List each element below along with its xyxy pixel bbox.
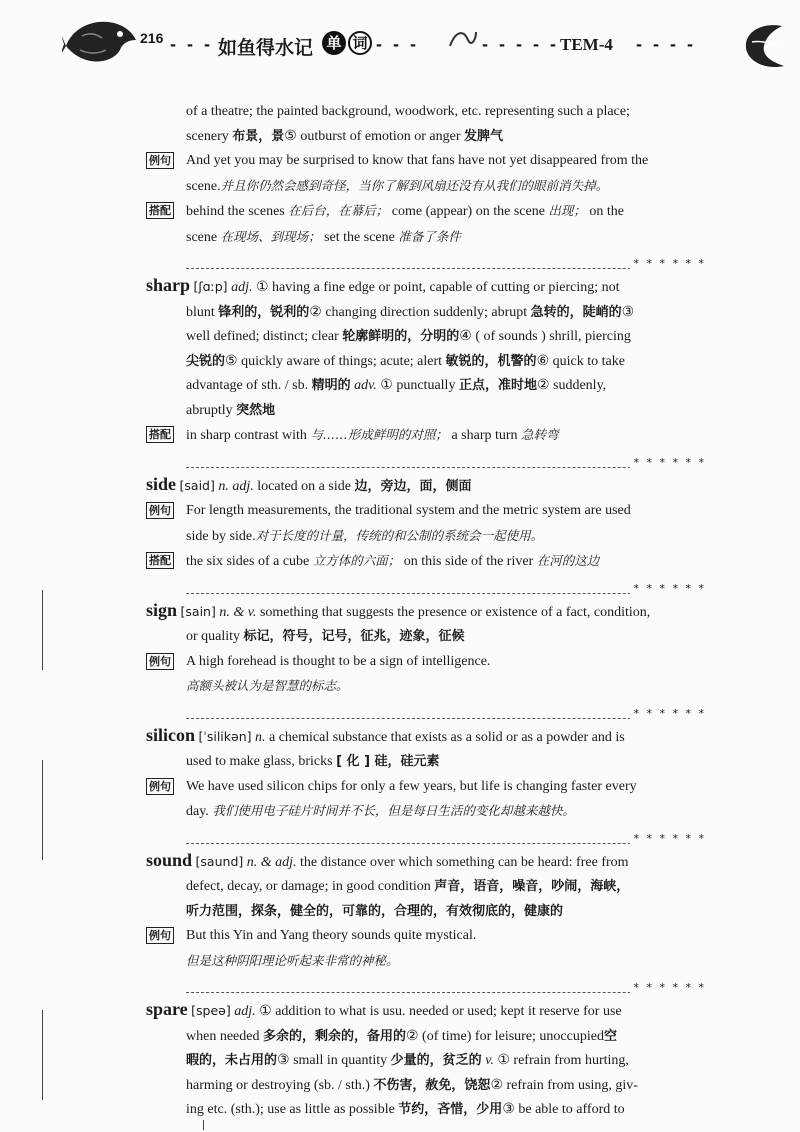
definition-line xyxy=(146,1025,706,1050)
definition-text: ④ ( of sounds ) shrill, piercing xyxy=(459,329,631,344)
definition-text: ing etc. (sth.); use as little as possible xyxy=(186,1102,395,1117)
chinese-meaning: 不伤害，赦免，饶恕 xyxy=(373,1077,491,1093)
definition-text: well defined; distinct; clear xyxy=(186,329,339,344)
definition-line xyxy=(146,325,706,350)
phonetic: [ˈsilikən] xyxy=(198,728,252,744)
example-cn: 并且你仍然会感到奇怪，当你了解到风扇还没有从我们的眼前消失掉。 xyxy=(220,177,609,193)
collocation-cn: 在后台，在幕后； xyxy=(288,203,389,218)
example-en: And yet you may be surprised to know that fans have not yet disappeared from the xyxy=(186,153,649,168)
title-circle-char-1: 单 xyxy=(322,31,346,55)
part-of-speech: n. & v. xyxy=(219,604,257,620)
part-of-speech: n. xyxy=(255,729,266,745)
chinese-meaning: 敏锐的，机警的 xyxy=(445,353,537,369)
chinese-meaning: 声音，语音，噪音，吵闹，海峡， xyxy=(434,879,630,894)
example-en: day. xyxy=(186,804,209,819)
collocation-block xyxy=(146,423,706,449)
example-tag: 例句 xyxy=(146,502,174,519)
series-title: 如鱼得水记 xyxy=(218,37,314,59)
definition-line xyxy=(146,100,706,125)
chinese-meaning: 少量的，贫乏的 xyxy=(390,1053,482,1068)
definition-text: when needed xyxy=(186,1028,260,1044)
definition-text: the distance over which something can be heard: free from xyxy=(300,854,629,870)
definition-text: ② (of time) for leisure; unoccupied xyxy=(405,1028,604,1044)
header-dashes-right: - - - - - xyxy=(482,34,559,54)
definition-text: used to make glass, bricks xyxy=(186,754,333,769)
collocation-en: in sharp contrast with xyxy=(186,428,307,443)
collocation-en: come (appear) on the scene xyxy=(391,204,545,219)
part-of-speech: adj. xyxy=(234,1004,256,1019)
chinese-meaning: 精明的 xyxy=(311,378,351,393)
headword: sharp xyxy=(146,275,191,295)
entry-separator xyxy=(186,250,706,269)
phonetic: [ʃɑːp] xyxy=(193,279,228,294)
dictionary-content xyxy=(146,100,706,1123)
chinese-meaning: 轮廓鲜明的，分明的 xyxy=(342,329,460,344)
entry-sound xyxy=(146,848,706,975)
collocation-cn: 在现场、到现场； xyxy=(220,228,321,244)
part-of-speech: adj. xyxy=(231,280,253,295)
entry-sharp xyxy=(146,273,706,449)
example-en: For length measurements, the traditional system and the metric system are used xyxy=(186,503,631,518)
chinese-meaning: 尖锐的 xyxy=(186,353,226,369)
collocation-tag: 搭配 xyxy=(146,426,174,443)
entry-spare xyxy=(146,997,706,1123)
example-block xyxy=(146,499,706,549)
separator-stars: * * * * * * xyxy=(630,827,706,852)
margin-line xyxy=(42,760,43,860)
header-dashes-left: - - - xyxy=(170,34,213,54)
definition-text: ② refrain from using, giv- xyxy=(490,1077,638,1093)
entry-separator xyxy=(186,825,706,844)
definition-text: defect, decay, or damage; in good condition xyxy=(186,879,431,894)
collocation-cn: 在河的这边 xyxy=(536,553,600,568)
definition-line xyxy=(146,625,706,650)
fish-right-icon xyxy=(722,18,792,78)
collocation-cn: 立方体的六面； xyxy=(312,553,401,568)
phonetic: [sain] xyxy=(180,603,216,619)
example-block xyxy=(146,149,706,199)
definition-text: ⑤ outburst of emotion or anger xyxy=(284,128,461,144)
chinese-meaning: 突然地 xyxy=(236,402,276,418)
definition-line xyxy=(146,399,706,424)
definition-text: ① having a fine edge or point, capable of cutting or piercing; not xyxy=(255,280,620,295)
part-of-speech: adv. xyxy=(354,378,377,393)
chinese-meaning: 节约，吝惜，少用 xyxy=(398,1102,503,1117)
definition-text: abruptly xyxy=(186,402,233,418)
headword: side xyxy=(146,473,177,494)
definition-line xyxy=(146,875,706,900)
definition-line xyxy=(146,1074,706,1099)
collocation-en: on this side of the river xyxy=(403,554,534,569)
entry-separator xyxy=(186,575,706,594)
example-tag: 例句 xyxy=(146,778,174,795)
page-number: 216 xyxy=(140,30,164,46)
separator-stars: * * * * * * xyxy=(630,577,706,602)
headword: sound xyxy=(146,849,193,870)
fish-left-icon xyxy=(62,10,138,72)
phonetic: [said] xyxy=(179,477,215,493)
chinese-meaning: 空 xyxy=(603,1028,617,1044)
definition-text: blunt xyxy=(186,304,215,320)
example-tag: 例句 xyxy=(146,927,174,944)
entry-separator xyxy=(186,974,706,993)
collocation-cn: 出现； xyxy=(548,203,586,218)
definition-text: ① addition to what is usu. needed or used; kept it reserve for use xyxy=(259,1004,622,1019)
definition-line xyxy=(146,723,706,751)
example-en: scene. xyxy=(186,178,221,194)
example-cn: 我们使用电子硅片时间并不长，但是每日生活的变化却越来越快。 xyxy=(212,803,575,818)
definition-line xyxy=(146,301,706,326)
definition-text: advantage of sth. / sb. xyxy=(186,378,309,393)
example-block xyxy=(146,650,706,700)
definition-text: ① refrain from hurting, xyxy=(497,1053,629,1068)
entry-scene xyxy=(146,100,706,250)
chinese-meaning: 边，旁边，面，侧面 xyxy=(354,478,472,494)
entry-sign xyxy=(146,598,706,700)
entry-side xyxy=(146,472,706,575)
definition-line xyxy=(146,374,706,399)
definition-text: ② suddenly, xyxy=(536,378,607,393)
definition-text: ① punctually xyxy=(380,378,456,393)
collocation-cn: 准备了条件 xyxy=(398,228,461,244)
title-circle-char-2: 词 xyxy=(348,31,372,55)
definition-text: a chemical substance that exists as a solid or as a powder and is xyxy=(269,729,625,745)
definition-text: ⑥ quick to take xyxy=(536,353,625,369)
example-en: A high forehead is thought to be a sign of intelligence. xyxy=(186,653,491,669)
definition-line xyxy=(146,997,706,1025)
header-dashes-mid: - - - xyxy=(376,34,419,54)
separator-stars: * * * * * * xyxy=(630,702,706,727)
part-of-speech: n. adj. xyxy=(218,478,254,494)
entry-separator xyxy=(186,449,706,468)
chinese-meaning: 急转的，陡峭的 xyxy=(530,304,622,320)
definition-line xyxy=(146,1049,706,1074)
collocation-cn: 急转弯 xyxy=(521,427,559,442)
chinese-meaning: 标记，符号，记号，征兆，迹象，征候 xyxy=(243,629,465,644)
chinese-meaning: 听力范围，探条，健全的，可靠的，合理的，有效彻底的，健康的 xyxy=(186,903,564,919)
separator-stars: * * * * * * xyxy=(630,451,706,476)
definition-text: ③ be able to afford to xyxy=(502,1102,625,1117)
definition-text: or quality xyxy=(186,629,241,644)
headword: silicon xyxy=(146,724,196,745)
example-tag: 例句 xyxy=(146,152,174,169)
collocation-tag: 搭配 xyxy=(146,202,174,219)
header-decoration-icon xyxy=(448,26,478,52)
example-cn: 高额头被认为是智慧的标志。 xyxy=(186,678,349,693)
collocation-block xyxy=(146,549,706,575)
separator-stars: * * * * * * xyxy=(630,976,706,1001)
definition-text: ③ xyxy=(621,304,635,320)
definition-text: harming or destroying (sb. / sth.) xyxy=(186,1077,370,1093)
example-block xyxy=(146,775,706,825)
separator-stars: * * * * * * xyxy=(630,252,706,277)
chinese-meaning: 正点，准时地 xyxy=(458,378,537,393)
entry-silicon xyxy=(146,723,706,825)
definition-line xyxy=(146,900,706,925)
exam-label: TEM-4 xyxy=(560,35,613,54)
example-en: But this Yin and Yang theory sounds quite mystical. xyxy=(186,928,477,943)
chinese-meaning: 暇的，未占用的 xyxy=(186,1053,278,1068)
collocation-tag: 搭配 xyxy=(146,552,174,569)
chinese-meaning: 发脾气 xyxy=(464,128,504,144)
definition-line xyxy=(146,1098,706,1123)
phonetic: [saund] xyxy=(195,853,244,869)
collocation-en: behind the scenes xyxy=(186,204,285,219)
definition-line xyxy=(146,598,706,626)
headword: sign xyxy=(146,599,178,620)
chinese-meaning: 多余的，剩余的，备用的 xyxy=(262,1028,406,1044)
example-cn: 对于长度的计量，传统的和公制的系统会一起使用。 xyxy=(255,527,544,543)
definition-line xyxy=(146,350,706,375)
example-tag: 例句 xyxy=(146,653,174,670)
collocation-en: on the xyxy=(589,204,625,219)
definition-line xyxy=(146,472,706,500)
definition-text: something that suggests the presence or existence of a fact, condition, xyxy=(259,604,651,620)
margin-line xyxy=(42,590,43,670)
definition-line xyxy=(146,125,706,150)
definition-text: ⑤ quickly aware of things; acute; alert xyxy=(225,353,443,369)
collocation-en: the six sides of a cube xyxy=(186,554,310,569)
definition-text: scenery xyxy=(186,128,229,144)
definition-line xyxy=(146,848,706,876)
margin-line xyxy=(42,1010,43,1100)
part-of-speech: n. & adj. xyxy=(246,854,297,870)
page-header xyxy=(0,0,800,80)
collocation-en: set the scene xyxy=(324,229,395,245)
phonetic: [speə] xyxy=(191,1003,231,1018)
example-cn: 但是这种阴阳理论听起来非常的神秘。 xyxy=(186,952,399,968)
headword: spare xyxy=(146,999,188,1019)
chinese-meaning: 布景，景 xyxy=(232,128,285,144)
definition-text: ③ small in quantity xyxy=(277,1053,388,1068)
example-en: We have used silicon chips for only a few years, but life is changing faster every xyxy=(186,778,637,794)
collocation-en: scene xyxy=(186,229,218,245)
collocation-block xyxy=(146,199,706,250)
definition-line xyxy=(146,750,706,775)
definition-text: ② changing direction suddenly; abrupt xyxy=(309,304,528,320)
definition-text: located on a side xyxy=(257,478,351,494)
example-block xyxy=(146,924,706,974)
definition-line xyxy=(146,273,706,301)
header-dashes-far: - - - - xyxy=(636,34,696,54)
chinese-meaning: [ 化 ] 硅，硅元素 xyxy=(336,754,440,769)
collocation-en: a sharp turn xyxy=(451,428,518,443)
chinese-meaning: 锋利的，锐利的 xyxy=(218,304,310,320)
definition-text: of a theatre; the painted background, woodwork, etc. representing such a place; xyxy=(186,104,630,119)
collocation-cn: 与……形成鲜明的对照； xyxy=(310,427,448,442)
entry-separator xyxy=(186,700,706,719)
example-en: side by side. xyxy=(186,528,256,544)
part-of-speech: v. xyxy=(485,1053,494,1068)
